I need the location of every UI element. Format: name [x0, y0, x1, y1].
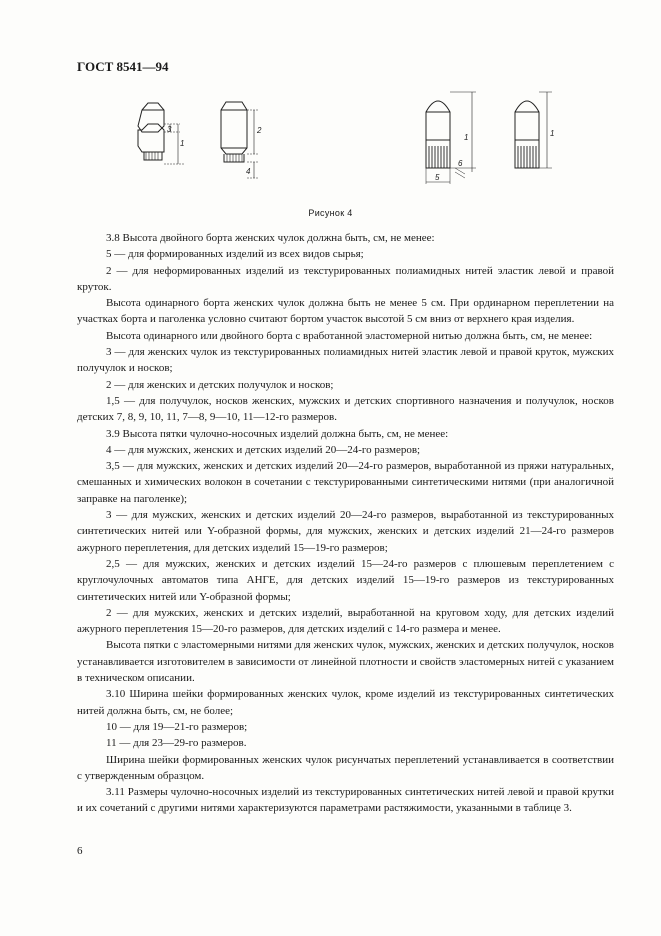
dim-label: 3 — [167, 125, 172, 134]
paragraph: 5 — для формированных изделий из всех видов сырья; — [106, 248, 364, 261]
paragraph: 3.9 Высота пятки чулочно-носочных изделий должна быть, см, не менее: — [106, 427, 449, 440]
paragraph: Ширина шейки формированных женских чулок рисунчатых переплетений устанавливается в соответствии с утвержденным образцом. — [77, 753, 614, 782]
paragraph: Высота пятки с эластомерными нитями для женских чулок, мужских, женских и детских получулок, носков устанавливается изготовителем в зависимости от линейной плотности и свойств эластомерных нитей с указанием в техническом описании. — [77, 639, 614, 685]
dim-label: 2 — [257, 126, 262, 135]
paragraph: Высота одинарного борта женских чулок должна быть не менее 5 см. При ординарном переплетении на участках борта и паголенка условно считают бортом участок высотой 5 см вниз от верхнего края изделия. — [77, 297, 614, 326]
page-number: 6 — [77, 845, 83, 857]
figure-4-diagram — [120, 88, 580, 198]
paragraph: 2 — для неформированных изделий из текстурированных полиамидных нитей эластик левой и правой круток. — [77, 264, 614, 293]
paragraph: 11 — для 23—29-го размеров. — [106, 737, 247, 750]
paragraph: 4 — для мужских, женских и детских изделий 20—24-го размеров; — [106, 443, 421, 456]
paragraph: 10 — для 19—21-го размеров; — [106, 720, 248, 733]
paragraph: 3,5 — для мужских, женских и детских изделий 20—24-го размеров, выработанной из пряжи натуральных, смешанных и химических волокон в сочетании с текстурированными синтетическими нитями (при аналогичной заправке на паголенке); — [77, 460, 614, 505]
paragraph: 1,5 — для получулок, носков женских, мужских и детских спортивного назначения и получулок, носков детских 7, 8, 9, 10, 11, 7—8, 9—10, 11—12-го размеров. — [77, 394, 614, 424]
body-text — [77, 230, 614, 817]
dim-label: 1 — [180, 139, 185, 148]
sock-1-drawing — [138, 103, 184, 164]
paragraph: 2 — для женских и детских получулок и носков; — [106, 378, 334, 391]
dim-label: 4 — [246, 167, 251, 176]
paragraph: 2 — для мужских, женских и детских изделий, выработанной на круговом ходу, для детских изделий ажурного переплетения 15—20-го размеров, для детских изделий с 14-го размера и менее. — [77, 606, 614, 636]
paragraph: Высота одинарного или двойного борта с вработанной эластомерной нитью должна быть, см, не менее: — [106, 329, 593, 342]
standard-header: ГОСТ 8541—94 — [77, 59, 169, 74]
sock-2-drawing — [221, 102, 258, 178]
dim-label: 5 — [435, 173, 440, 182]
paragraph: 3 — для женских чулок из текстурированных полиамидных нитей эластик левой и правой круток, мужских получулок и носков; — [77, 346, 614, 375]
paragraph: 2,5 — для мужских, женских и детских изделий 15—24-го размеров с плюшевым переплетением с круглочулочных автоматов типа АНГЕ, для детских изделий 15—19-го размеров из текстурированных синтетических нитей или Y-образной формы; — [77, 557, 614, 603]
paragraph: 3.8 Высота двойного борта женских чулок должна быть, см, не менее: — [106, 232, 435, 244]
sock-3-drawing — [426, 92, 476, 184]
paragraph: 3.11 Размеры чулочно-носочных изделий из текстурированных синтетических нитей левой и правой крутки и их сочетаний с другими нитями характеризуются параметрами растяжимости, указанными в таблице 3. — [77, 786, 614, 815]
paragraph: 3 — для мужских, женских и детских изделий 20—24-го размеров, выработанной из текстурированных синтетических нитей или Y-образной формы, для мужских, женских и детских изделий 21—24-го размеров ажурного переплетения, для детских изделий 15—19-го размеров; — [77, 509, 614, 554]
paragraph: 3.10 Ширина шейки формированных женских чулок, кроме изделий из текстурированных синтетических нитей должна быть, см, не более; — [77, 688, 614, 717]
figure-caption: Рисунок 4 — [308, 208, 353, 218]
dim-label: 6 — [458, 159, 463, 168]
dim-label: 1 — [550, 129, 555, 138]
sock-4-drawing — [515, 92, 555, 168]
dim-label: 1 — [464, 133, 469, 142]
